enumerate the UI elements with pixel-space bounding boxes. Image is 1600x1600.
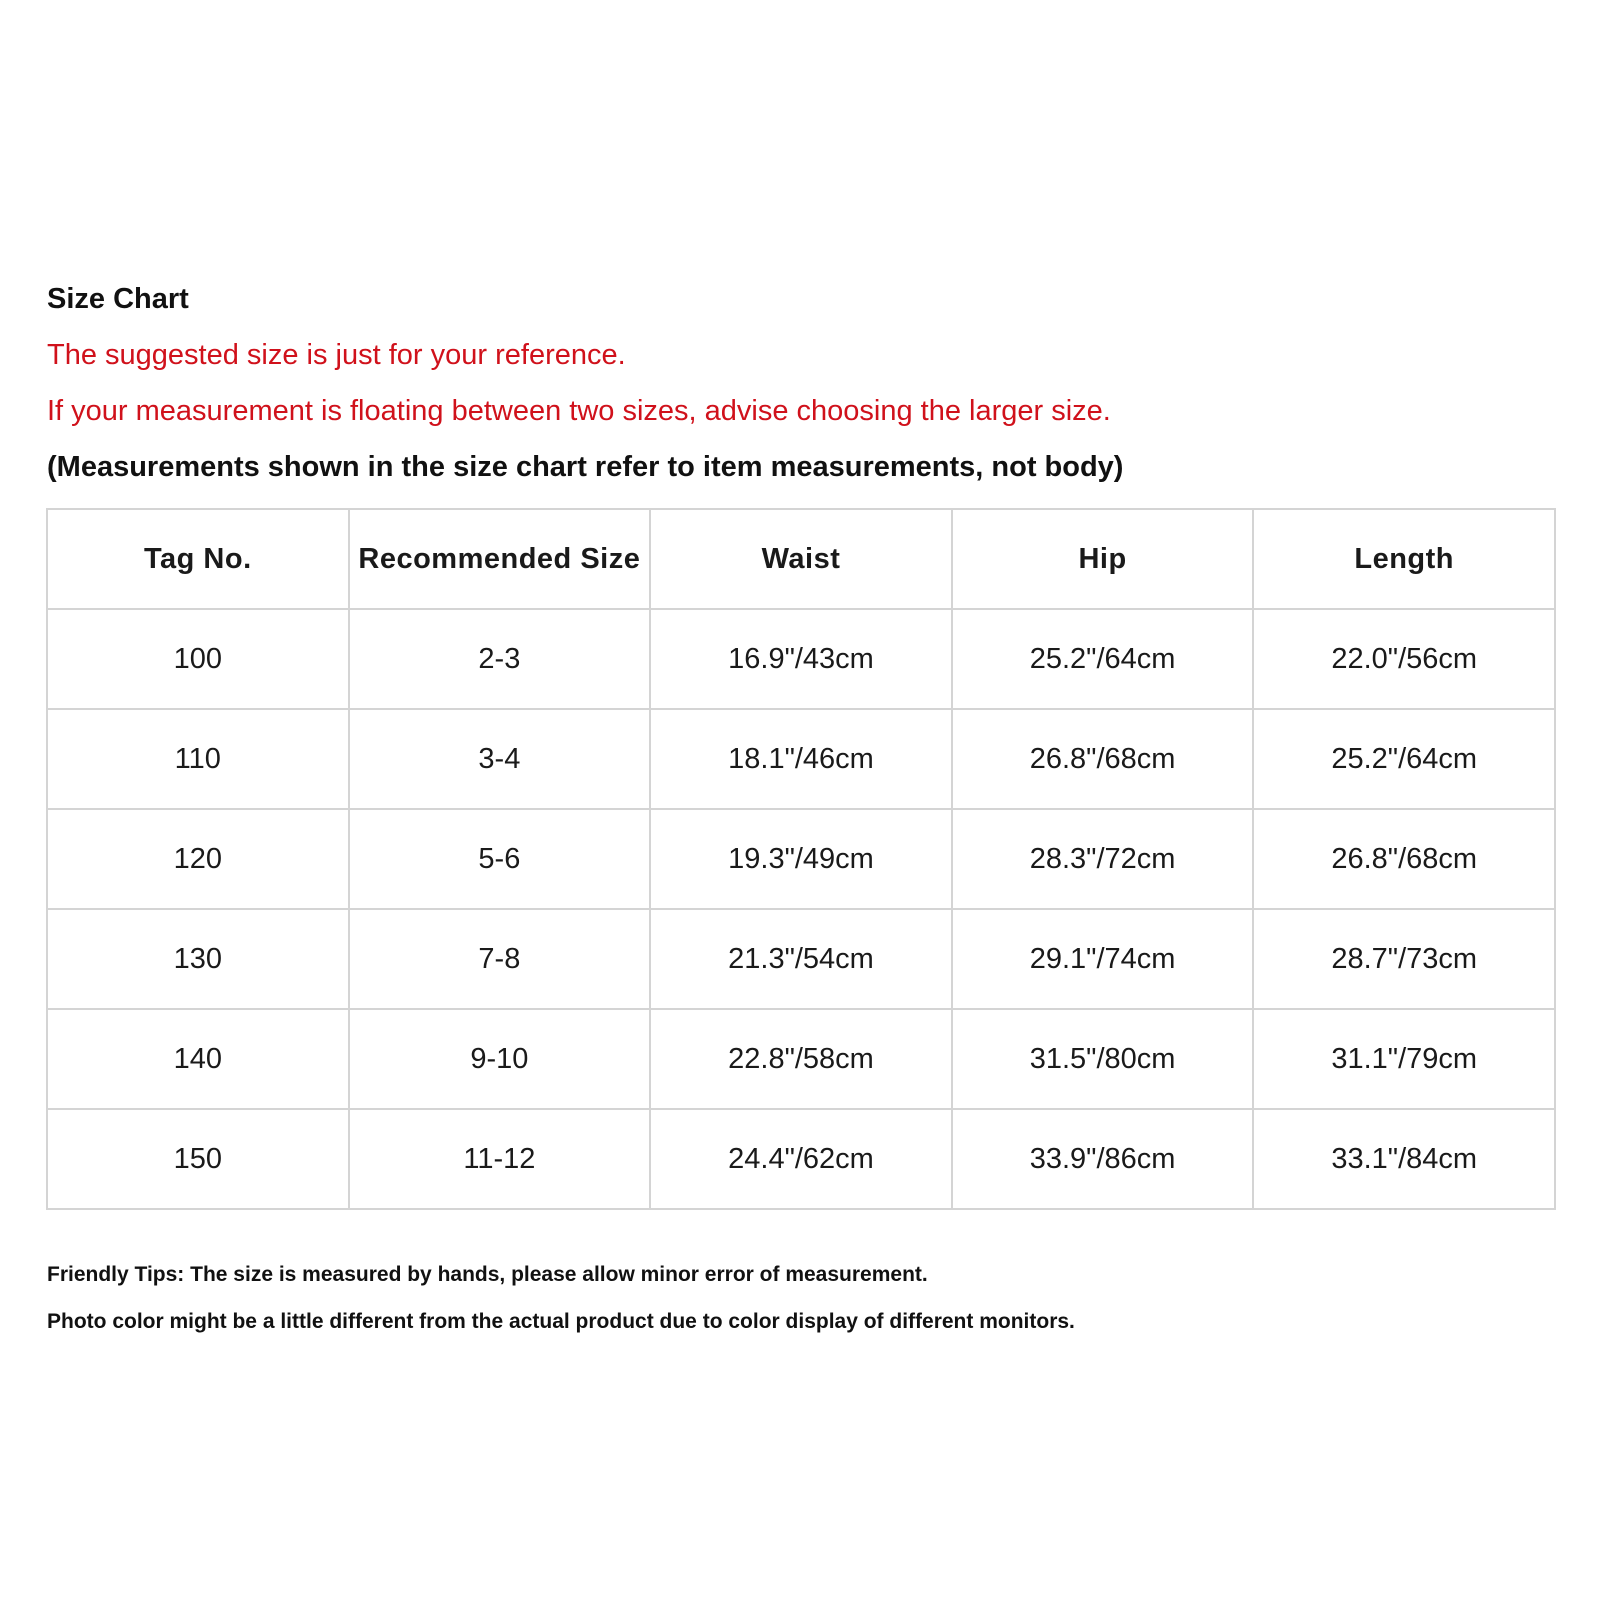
cell-recommended-size: 3-4 (349, 709, 651, 809)
header-tag-no: Tag No. (47, 509, 349, 609)
cell-tag-no: 120 (47, 809, 349, 909)
header-length: Length (1253, 509, 1555, 609)
table-row (47, 1009, 1555, 1109)
cell-waist: 22.8"/58cm (650, 1009, 952, 1109)
cell-waist: 18.1"/46cm (650, 709, 952, 809)
photo-color-note: Photo color might be a little different from the actual product due to color display of different monitors. (47, 1310, 1075, 1333)
table-row (47, 909, 1555, 1009)
table-header-row (47, 509, 1555, 609)
cell-tag-no: 100 (47, 609, 349, 709)
cell-hip: 29.1"/74cm (952, 909, 1254, 1009)
cell-hip: 26.8"/68cm (952, 709, 1254, 809)
cell-tag-no: 150 (47, 1109, 349, 1209)
cell-hip: 25.2"/64cm (952, 609, 1254, 709)
measurement-disclaimer: (Measurements shown in the size chart refer to item measurements, not body) (47, 451, 1124, 483)
size-chart-table (46, 508, 1556, 1210)
friendly-tips: Friendly Tips: The size is measured by hands, please allow minor error of measurement. (47, 1263, 928, 1286)
cell-hip: 28.3"/72cm (952, 809, 1254, 909)
reference-note: The suggested size is just for your reference. (47, 339, 626, 371)
cell-waist: 16.9"/43cm (650, 609, 952, 709)
cell-waist: 19.3"/49cm (650, 809, 952, 909)
cell-hip: 33.9"/86cm (952, 1109, 1254, 1209)
cell-tag-no: 110 (47, 709, 349, 809)
header-recommended-size: Recommended Size (349, 509, 651, 609)
cell-hip: 31.5"/80cm (952, 1009, 1254, 1109)
cell-recommended-size: 2-3 (349, 609, 651, 709)
table-row (47, 609, 1555, 709)
page-title: Size Chart (47, 283, 189, 315)
table-row (47, 809, 1555, 909)
cell-length: 33.1"/84cm (1253, 1109, 1555, 1209)
table-row (47, 709, 1555, 809)
header-hip: Hip (952, 509, 1254, 609)
cell-recommended-size: 11-12 (349, 1109, 651, 1209)
size-chart-table-container (46, 508, 1556, 1210)
table-row (47, 1109, 1555, 1209)
cell-length: 28.7"/73cm (1253, 909, 1555, 1009)
cell-waist: 21.3"/54cm (650, 909, 952, 1009)
cell-tag-no: 140 (47, 1009, 349, 1109)
cell-recommended-size: 7-8 (349, 909, 651, 1009)
cell-length: 25.2"/64cm (1253, 709, 1555, 809)
cell-tag-no: 130 (47, 909, 349, 1009)
cell-recommended-size: 5-6 (349, 809, 651, 909)
cell-length: 26.8"/68cm (1253, 809, 1555, 909)
cell-length: 22.0"/56cm (1253, 609, 1555, 709)
sizing-advice-note: If your measurement is floating between two sizes, advise choosing the larger size. (47, 395, 1111, 427)
header-waist: Waist (650, 509, 952, 609)
cell-recommended-size: 9-10 (349, 1009, 651, 1109)
cell-length: 31.1"/79cm (1253, 1009, 1555, 1109)
cell-waist: 24.4"/62cm (650, 1109, 952, 1209)
